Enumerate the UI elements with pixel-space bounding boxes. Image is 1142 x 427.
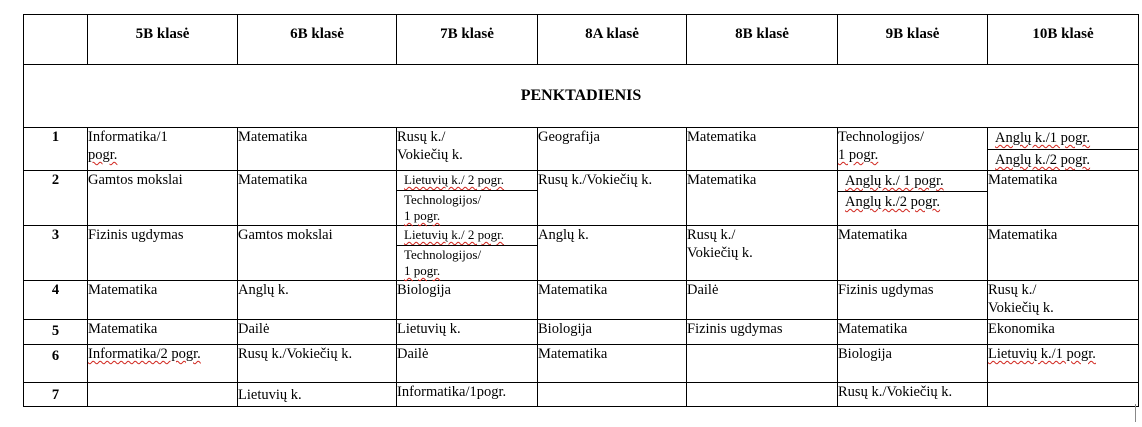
cell-7B: Lietuvių k. xyxy=(397,320,538,345)
cell-5B: Fizinis ugdymas xyxy=(88,226,238,281)
cell-9B-part2: Anglų k./2 pogr. xyxy=(845,194,941,210)
cell-10B: Lietuvių k./1 pogr. xyxy=(988,345,1139,383)
cell-9B: Matematika xyxy=(838,226,988,281)
table-row xyxy=(24,281,1139,320)
table-row xyxy=(24,383,1139,407)
cell-5B xyxy=(88,383,238,407)
cell-10B xyxy=(988,383,1139,407)
cell-6B: Matematika xyxy=(238,128,397,171)
header-9B xyxy=(838,15,988,65)
cell-10B-part2: Anglų k./2 pogr. xyxy=(995,152,1091,168)
cell-6B: Rusų k./Vokiečių k. xyxy=(238,345,397,383)
table-row xyxy=(24,226,1139,281)
header-5B xyxy=(88,15,238,65)
lesson-number: 6 xyxy=(24,345,88,383)
cell-10B: Ekonomika xyxy=(988,320,1139,345)
cell-7B-part2-line2: 1 pogr. xyxy=(404,208,441,223)
cell-5B: Gamtos mokslai xyxy=(88,171,238,226)
cell-10B-split xyxy=(988,128,1139,171)
cell-8A: Biologija xyxy=(538,320,687,345)
cell-8B: Rusų k./ Vokiečių k. xyxy=(687,226,838,281)
header-8A xyxy=(538,15,687,65)
cell-8B xyxy=(687,345,838,383)
table-row xyxy=(24,171,1139,226)
cell-6B: Lietuvių k. xyxy=(238,383,397,407)
cell-8B: Matematika xyxy=(687,128,838,171)
lesson-number: 1 xyxy=(24,128,88,171)
cell-7B: Biologija xyxy=(397,281,538,320)
table-row xyxy=(24,128,1139,171)
cell-9B: Fizinis ugdymas xyxy=(838,281,988,320)
lesson-number: 7 xyxy=(24,383,88,407)
cell-7B: Rusų k./ Vokiečių k. xyxy=(397,128,538,171)
table-row xyxy=(24,320,1139,345)
cell-8B: Fizinis ugdymas xyxy=(687,320,838,345)
cell-7B-split xyxy=(397,171,538,226)
header-7B-label: 7B klasė xyxy=(440,26,494,42)
cell-7B-part2: Technologijos/ xyxy=(404,247,482,262)
cell-8A: Anglų k. xyxy=(538,226,687,281)
cell-7B-split xyxy=(397,226,538,281)
cell-6B: Matematika xyxy=(238,171,397,226)
cell-8A: Matematika xyxy=(538,281,687,320)
cell-8B xyxy=(687,383,838,407)
cell-10B: Rusų k./ Vokiečių k. xyxy=(988,281,1139,320)
header-row xyxy=(24,15,1139,65)
header-8A-label: 8A klasė xyxy=(585,26,639,42)
cell-5B: Matematika xyxy=(88,320,238,345)
header-6B xyxy=(238,15,397,65)
cell-9B-split xyxy=(838,171,988,226)
day-row xyxy=(24,65,1139,128)
header-8B xyxy=(687,15,838,65)
cell-9B-part1: Anglų k./ 1 pogr. xyxy=(845,173,944,189)
cell-9B: Biologija xyxy=(838,345,988,383)
lesson-number: 2 xyxy=(24,171,88,226)
lesson-number: 5 xyxy=(24,320,88,345)
text-cursor xyxy=(1135,404,1136,422)
lesson-number: 4 xyxy=(24,281,88,320)
cell-6B: Anglų k. xyxy=(238,281,397,320)
header-5B-label: 5B klasė xyxy=(135,26,190,42)
cell-10B: Matematika xyxy=(988,226,1139,281)
cell-10B-part1: Anglų k./1 pogr. xyxy=(995,130,1091,146)
cell-9B: Matematika xyxy=(838,320,988,345)
header-8B-label: 8B klasė xyxy=(735,26,789,42)
day-title: PENKTADIENIS xyxy=(24,65,1139,128)
cell-7B-part2: Technologijos/ xyxy=(404,192,482,207)
cell-8A xyxy=(538,383,687,407)
cell-7B: Informatika/1pogr. xyxy=(397,383,538,407)
header-6B-label: 6B klasė xyxy=(290,26,344,42)
cell-7B-part1: Lietuvių k./ 2 pogr. xyxy=(404,172,505,187)
header-10B xyxy=(988,15,1139,65)
cell-7B: Dailė xyxy=(397,345,538,383)
cell-8B: Matematika xyxy=(687,171,838,226)
cell-5B: Informatika/1 pogr. xyxy=(88,128,238,171)
header-corner-cell xyxy=(24,15,88,65)
header-9B-label: 9B klasė xyxy=(885,26,940,42)
schedule-table xyxy=(23,14,1139,407)
cell-8B: Dailė xyxy=(687,281,838,320)
cell-7B-part2-line2: 1 pogr. xyxy=(404,263,441,278)
cell-7B-part1: Lietuvių k./ 2 pogr. xyxy=(404,227,505,242)
cell-10B: Matematika xyxy=(988,171,1139,226)
cell-8A: Rusų k./Vokiečių k. xyxy=(538,171,687,226)
cell-9B: Rusų k./Vokiečių k. xyxy=(838,383,988,407)
cell-5B: Matematika xyxy=(88,281,238,320)
lesson-number: 3 xyxy=(24,226,88,281)
header-7B xyxy=(397,15,538,65)
cell-5B: Informatika/2 pogr. xyxy=(88,345,238,383)
table-row xyxy=(24,345,1139,383)
header-10B-label: 10B klasė xyxy=(1032,26,1094,42)
cell-8A: Geografija xyxy=(538,128,687,171)
cell-6B: Gamtos mokslai xyxy=(238,226,397,281)
cell-8A: Matematika xyxy=(538,345,687,383)
cell-9B: Technologijos/ 1 pogr. xyxy=(838,128,988,171)
cell-6B: Dailė xyxy=(238,320,397,345)
